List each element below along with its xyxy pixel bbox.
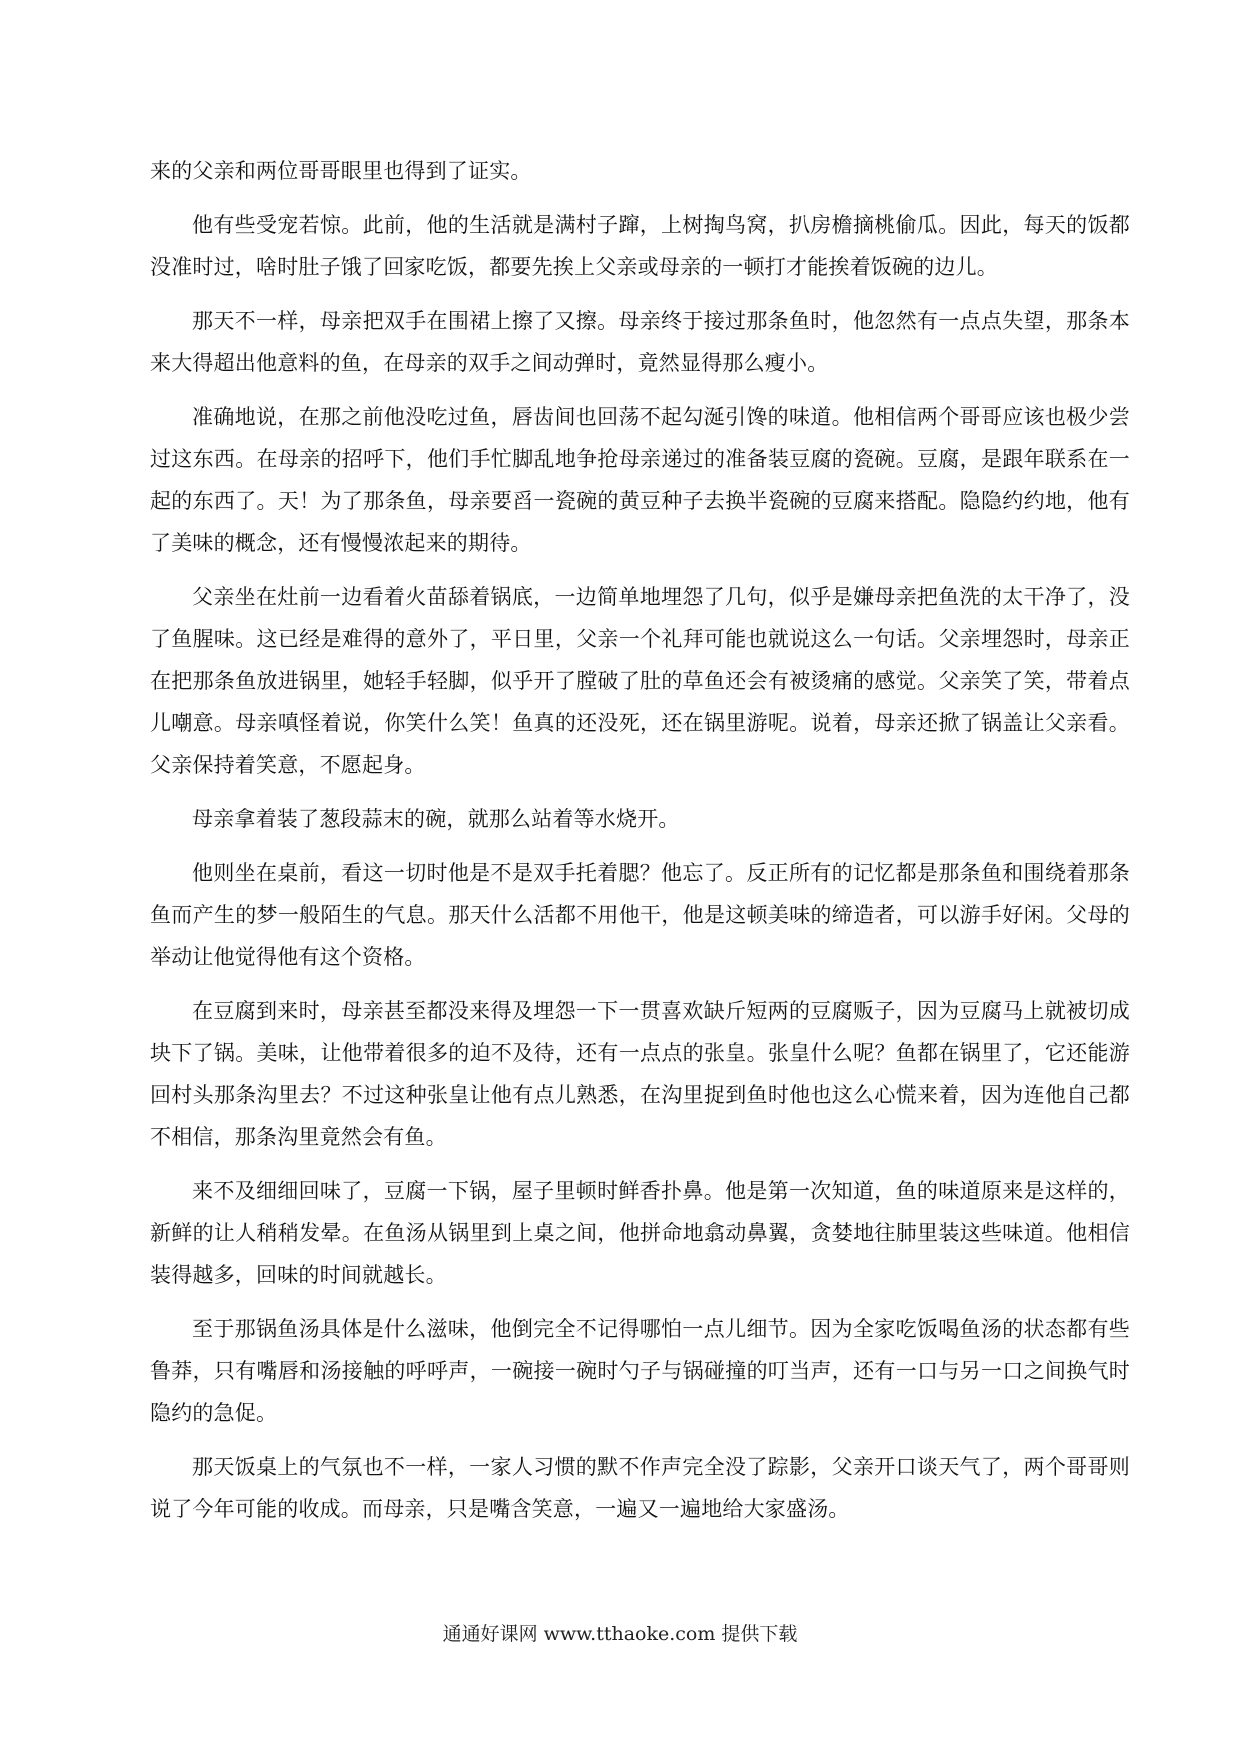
- page-footer: 通通好课网 www.tthaoke.com 提供下载: [442, 1623, 798, 1645]
- paragraph-9: 来不及细细回味了，豆腐一下锅，屋子里顿时鲜香扑鼻。他是第一次知道，鱼的味道原来是这样的，新鲜的让人稍稍发晕。在鱼汤从锅里到上桌之间，他拼命地翕动鼻翼，贪婪地往肺里装这些味道。他相信装得越多，回味的时间就越长。: [150, 1179, 1130, 1287]
- paragraph-10: 至于那锅鱼汤具体是什么滋味，他倒完全不记得哪怕一点儿细节。因为全家吃饭喝鱼汤的状态都有些鲁莽，只有嘴唇和汤接触的呼呼声，一碗接一碗时勺子与锅碰撞的叮当声，还有一口与另一口之间换气时隐约的急促。: [150, 1317, 1130, 1425]
- paragraph-6: 母亲拿着装了葱段蒜末的碗，就那么站着等水烧开。: [192, 807, 680, 831]
- article-body: [150, 150, 1130, 1542]
- paragraph-11: 那天饭桌上的气氛也不一样，一家人习惯的默不作声完全没了踪影，父亲开口谈天气了，两个哥哥则说了今年可能的收成。而母亲，只是嘴含笑意，一遍又一遍地给大家盛汤。: [150, 1455, 1130, 1521]
- paragraph-7: 他则坐在桌前，看这一切时他是不是双手托着腮？他忘了。反正所有的记忆都是那条鱼和围绕着那条鱼而产生的梦一般陌生的气息。那天什么活都不用他干，他是这顿美味的缔造者，可以游手好闲。父母的举动让他觉得他有这个资格。: [150, 861, 1130, 969]
- paragraph-1: 来的父亲和两位哥哥眼里也得到了证实。: [150, 159, 532, 183]
- paragraph-2: 他有些受宠若惊。此前，他的生活就是满村子蹿，上树掏鸟窝，扒房檐摘桃偷瓜。因此，每天的饭都没准时过，啥时肚子饿了回家吃饭，都要先挨上父亲或母亲的一顿打才能挨着饭碗的边儿。: [150, 213, 1130, 279]
- paragraph-5: 父亲坐在灶前一边看着火苗舔着锅底，一边简单地埋怨了几句，似乎是嫌母亲把鱼洗的太干净了，没了鱼腥味。这已经是难得的意外了，平日里，父亲一个礼拜可能也就说这么一句话。父亲埋怨时，母亲正在把那条鱼放进锅里，她轻手轻脚，似乎开了膛破了肚的草鱼还会有被烫痛的感觉。父亲笑了笑，带着点儿嘲意。母亲嗔怪着说，你笑什么笑！鱼真的还没死，还在锅里游呢。说着，母亲还掀了锅盖让父亲看。父亲保持着笑意，不愿起身。: [150, 585, 1130, 777]
- paragraph-8: 在豆腐到来时，母亲甚至都没来得及埋怨一下一贯喜欢缺斤短两的豆腐贩子，因为豆腐马上就被切成块下了锅。美味，让他带着很多的迫不及待，还有一点点的张皇。张皇什么呢？鱼都在锅里了，它还能游回村头那条沟里去？不过这种张皇让他有点儿熟悉，在沟里捉到鱼时他也这么心慌来着，因为连他自己都不相信，那条沟里竟然会有鱼。: [150, 999, 1130, 1149]
- paragraph-4: 准确地说，在那之前他没吃过鱼，唇齿间也回荡不起勾涎引馋的味道。他相信两个哥哥应该也极少尝过这东西。在母亲的招呼下，他们手忙脚乱地争抢母亲递过的准备装豆腐的瓷碗。豆腐，是跟年联系在一起的东西了。天！为了那条鱼，母亲要舀一瓷碗的黄豆种子去换半瓷碗的豆腐来搭配。隐隐约约地，他有了美味的概念，还有慢慢浓起来的期待。: [150, 405, 1130, 555]
- paragraph-3: 那天不一样，母亲把双手在围裙上擦了又擦。母亲终于接过那条鱼时，他忽然有一点点失望，那条本来大得超出他意料的鱼，在母亲的双手之间动弹时，竟然显得那么瘦小。: [150, 309, 1130, 375]
